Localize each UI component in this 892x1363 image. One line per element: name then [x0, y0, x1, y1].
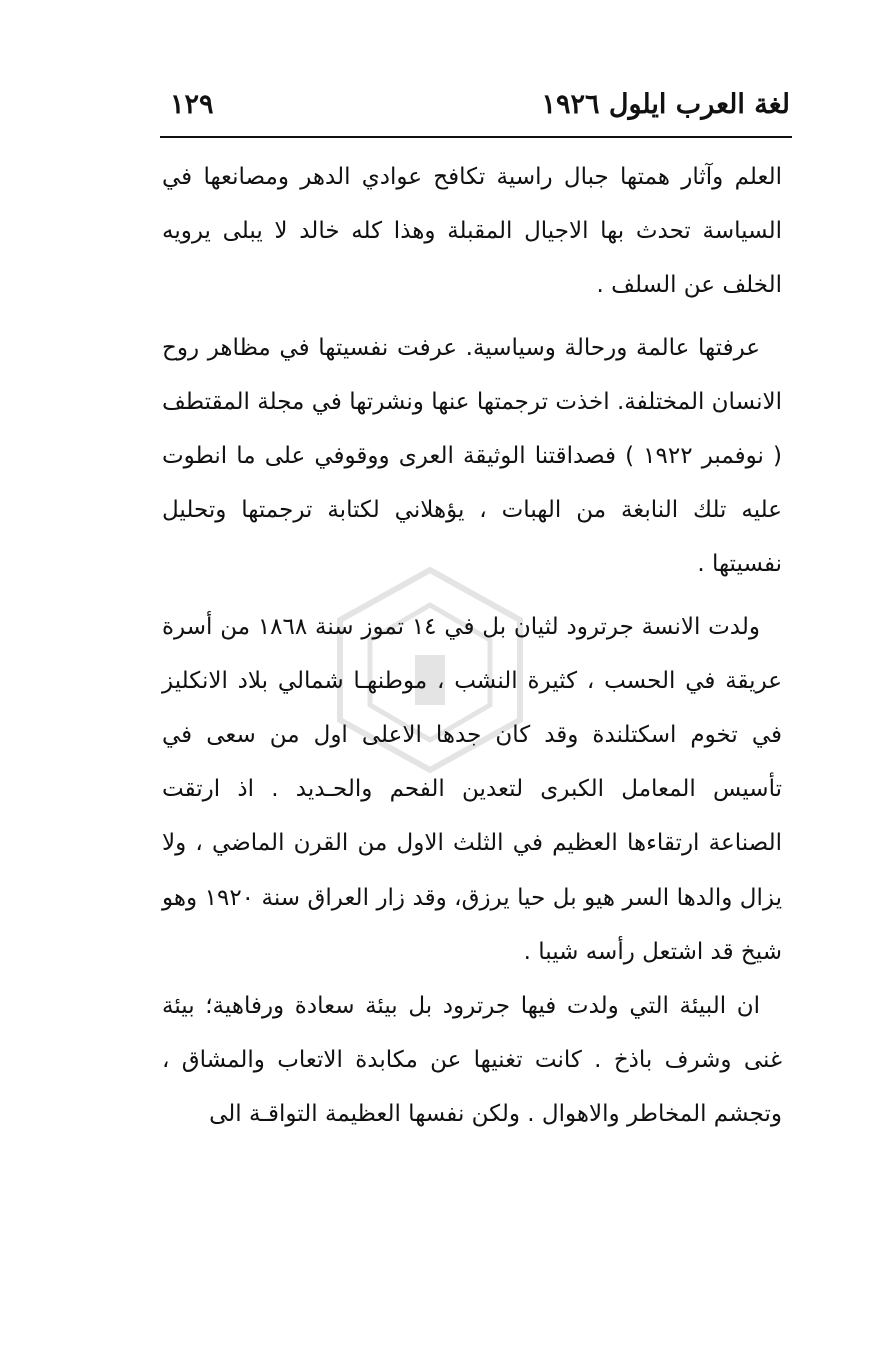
- paragraph-3: ولدت الانسة جرترود لثيان بل في ١٤ تموز سنة ١٨٦٨ من أسرة عريقة في الحسب ، كثيرة النشب ، موطنهـا شمالي بلاد الانكليز في تخوم اسكتلندة وقد كان جدها الاعلى اول من سعى في تأسيس المعامل الكبرى لتعدين الفحم والحـديد . اذ ارتقت الصناعة ارتقاءها العظيم في الثلث الاول من القرن الماضي ، ولا يزال والدها السر هيو بل حيا يرزق، وقد زار العراق سنة ١٩٢٠ وهو شيخ قد اشتعل رأسه شيبا .: [162, 613, 782, 965]
- paragraph-4: ان البيئة التي ولدت فيها جرترود بل بيئة سعادة ورفاهية؛ بيئة غنى وشرف باذخ . كانت تغنيها عن مكابدة الاتعاب والمشاق ، وتجشم المخاطر والاهوال . ولكن نفسها العظيمة التواقـة الى: [162, 993, 782, 1128]
- paragraph-2: عرفتها عالمة ورحالة وسياسية. عرفت نفسيتها في مظاهر روح الانسان المختلفة. اخذت ترجمتها عنها ونشرتها في مجلة المقتطف ( نوفمبر ١٩٢٢ ) فصداقتنا الوثيقة العرى ووقوفي على ما انطوت عليه تلك النابغة من الهبات ، يؤهلاني لكتابة ترجمتها وتحليل نفسيتها .: [162, 334, 782, 578]
- page-header: [170, 82, 790, 126]
- header-rule: [160, 136, 792, 138]
- running-title: لغة العرب ايلول ١٩٢٦: [541, 88, 790, 120]
- page-number: ١٢٩: [170, 88, 214, 120]
- article-body: [162, 150, 782, 1142]
- paragraph-1: العلم وآثار همتها جبال راسية تكافح عوادي الدهر ومصانعها في السياسة تحدث بها الاجيال المقبلة وهذا كله خالد لا يبلى يرويه الخلف عن السلف .: [162, 164, 782, 299]
